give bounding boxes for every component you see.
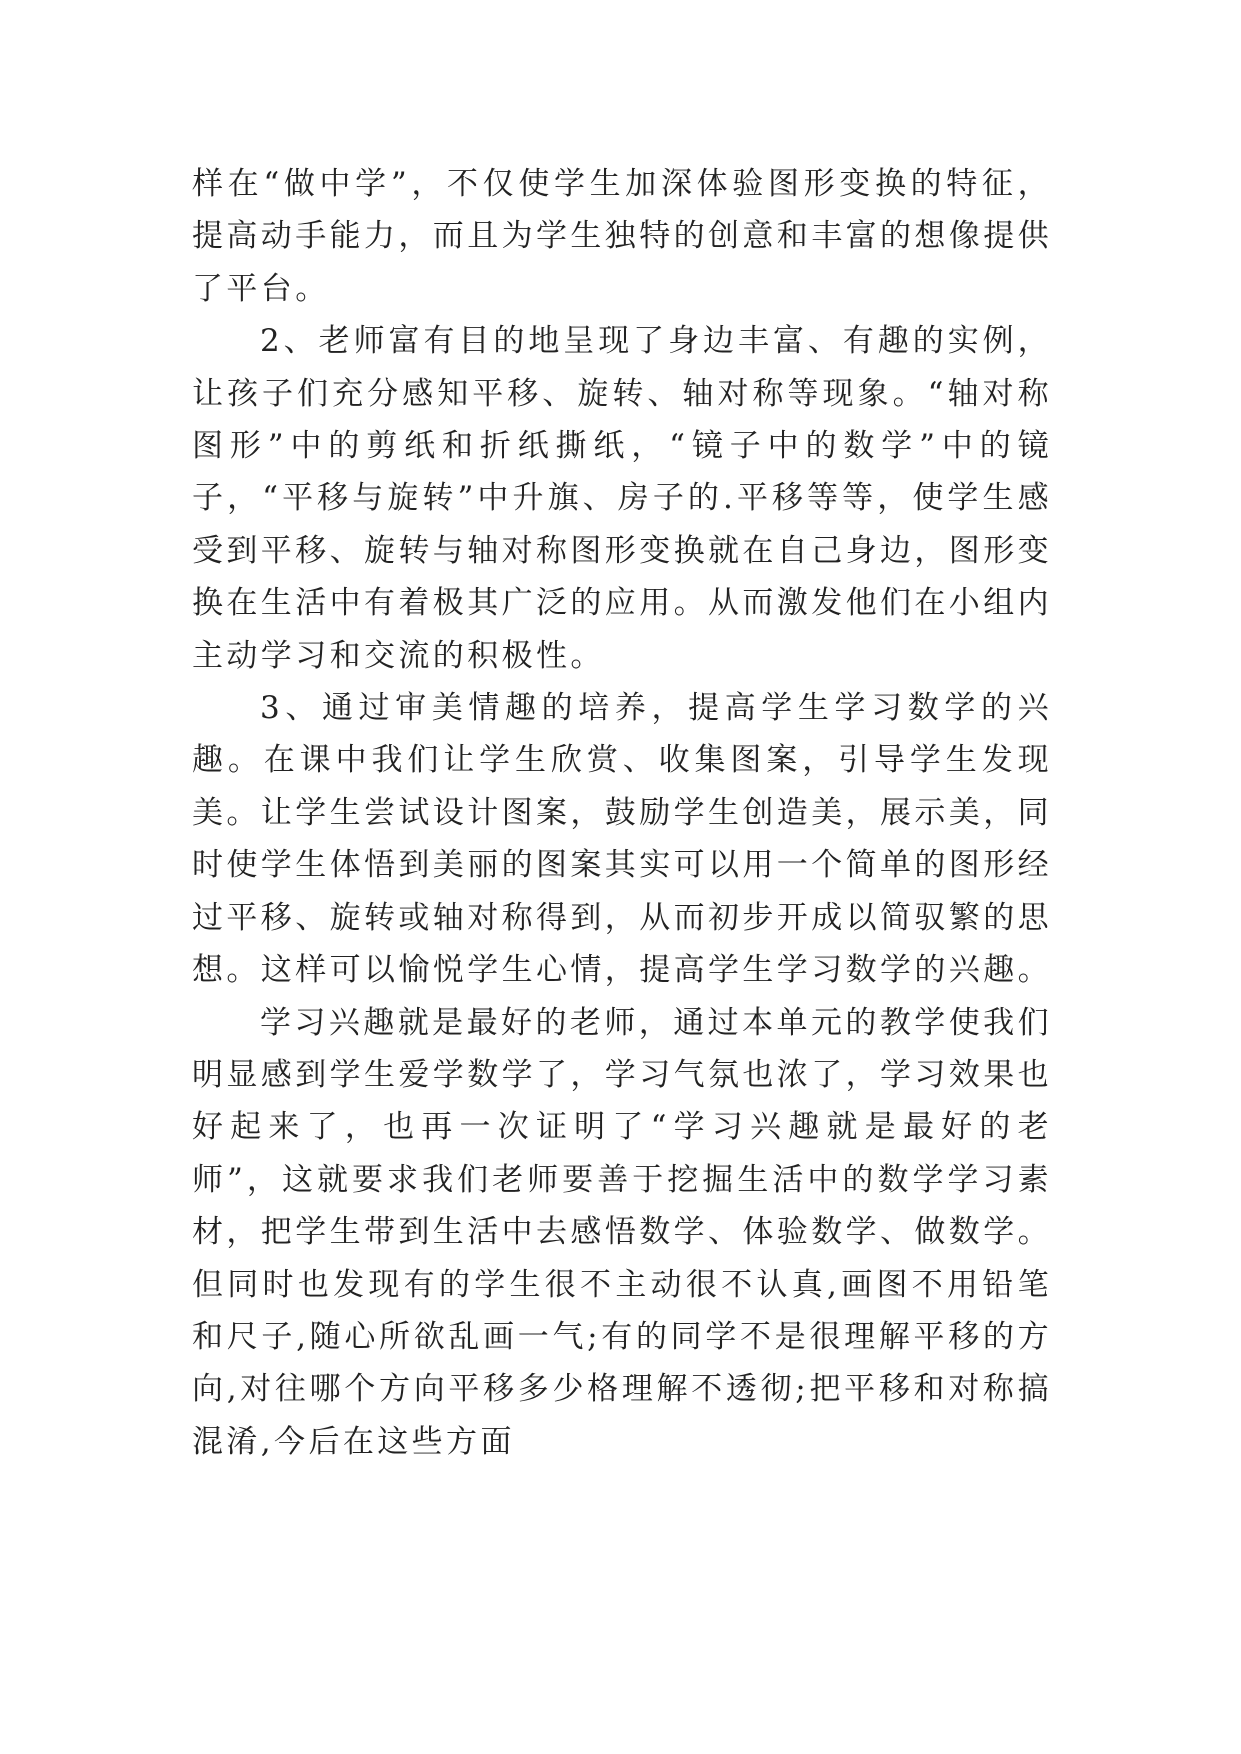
paragraph-point-3: 3、通过审美情趣的培养，提高学生学习数学的兴趣。在课中我们让学生欣赏、收集图案，引导学生发现美。让学生尝试设计图案，鼓励学生创造美，展示美，同时使学生体悟到美丽的图案其实可以用一个简单的图形经过平移、旋转或轴对称得到，从而初步开成以简驭繁的思想。这样可以愉悦学生心情，提高学生学习数学的兴趣。	[192, 690, 1052, 989]
paragraph-summary: 学习兴趣就是最好的老师，通过本单元的教学使我们明显感到学生爱学数学了，学习气氛也浓了，学习效果也好起来了，也再一次证明了“学习兴趣就是最好的老师”，这就要求我们老师要善于挖掘生活中的数学学习素材，把学生带到生活中去感悟数学、体验数学、做数学。但同时也发现有的学生很不主动很不认真,画图不用铅笔和尺子,随心所欲乱画一气;有的同学不是很理解平移的方向,对往哪个方向平移多少格理解不透彻;把平移和对称搞混淆,今后在这些方面	[192, 1004, 1052, 1460]
paragraph-continuation: 样在“做中学”，不仅使学生加深体验图形变换的特征，提高动手能力，而且为学生独特的创意和丰富的想像提供了平台。	[192, 166, 1052, 307]
body-text	[192, 158, 1052, 1468]
paragraph-point-2: 2、老师富有目的地呈现了身边丰富、有趣的实例，让孩子们充分感知平移、旋转、轴对称等现象。“轴对称图形”中的剪纸和折纸撕纸，“镜子中的数学”中的镜子，“平移与旋转”中升旗、房子的.平移等等，使学生感受到平移、旋转与轴对称图形变换就在自己身边，图形变换在生活中有着极其广泛的应用。从而激发他们在小组内主动学习和交流的积极性。	[192, 323, 1052, 674]
